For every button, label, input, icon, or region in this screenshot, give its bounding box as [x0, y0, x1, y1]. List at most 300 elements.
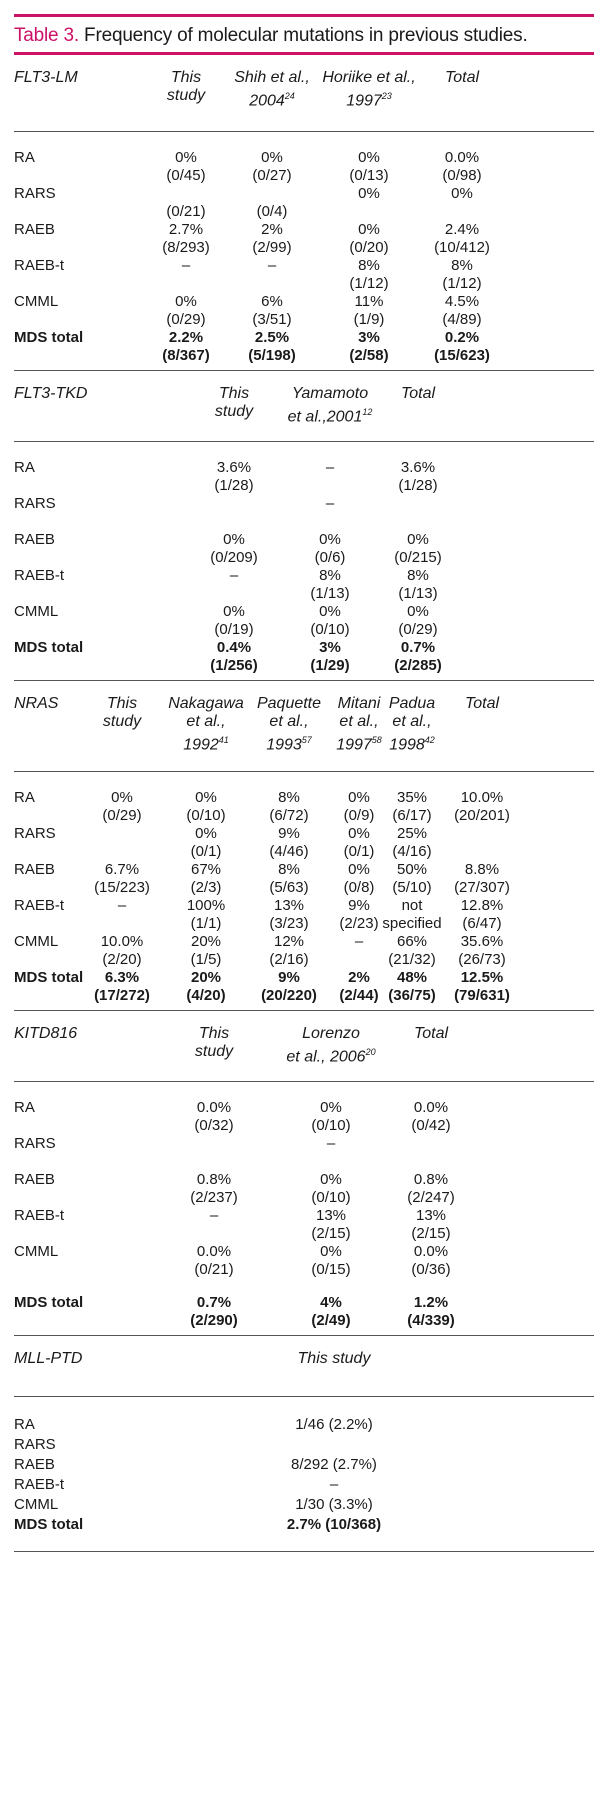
cell-count: (6/47)	[462, 915, 502, 932]
cell-count: (4/89)	[442, 311, 482, 328]
mllptd-row	[14, 1435, 594, 1455]
cell-count: (79/631)	[454, 987, 510, 1004]
cell-percent: 10.0%	[460, 789, 504, 806]
cell-count: (4/16)	[392, 843, 432, 860]
cell-percent: –	[267, 257, 277, 274]
flt3tkd-col-header	[363, 385, 473, 403]
kitd816-body	[14, 1082, 594, 1335]
col-header-line1: This	[170, 69, 202, 86]
cell-percent: 0.0%	[444, 149, 480, 166]
section-nras	[14, 681, 594, 1011]
nras-gene-name: NRAS	[14, 695, 59, 712]
cell-count: (2/285)	[394, 657, 442, 674]
flt3lm-row	[14, 288, 594, 328]
col-header-line2	[82, 713, 162, 731]
nras-body	[14, 772, 594, 1010]
table-cell	[442, 825, 522, 843]
col-header-line1: Mitani	[337, 695, 381, 712]
col-header-line2	[276, 1043, 386, 1066]
cell-percent: 11%	[354, 293, 384, 310]
cell-percent: 0%	[358, 149, 380, 166]
citation-ref: 23	[381, 91, 392, 101]
table-cell	[442, 969, 522, 1005]
cell-percent: 0%	[175, 149, 197, 166]
cell-percent: not	[401, 897, 423, 914]
cell-count: (0/32)	[194, 1117, 234, 1134]
cell-percent: 0%	[451, 185, 473, 202]
cell-percent: 1.2%	[413, 1294, 449, 1311]
cell-percent: 0%	[319, 603, 341, 620]
cell-count: (2/20)	[102, 951, 142, 968]
cell-percent: 0%	[320, 1243, 342, 1260]
table-cell	[82, 969, 162, 1005]
col-header-year: 2004	[249, 92, 285, 110]
table-cell	[319, 185, 419, 203]
table-cell	[412, 185, 512, 203]
table-cell	[276, 1135, 386, 1153]
cell-count: (2/3)	[190, 879, 222, 896]
cell-percent: 6.3%	[104, 969, 140, 986]
table-cell	[372, 969, 452, 1005]
col-header-line2	[159, 1043, 269, 1061]
cell-count: (1/256)	[210, 657, 258, 674]
cell-count: (26/73)	[458, 951, 506, 968]
cell-count: (0/8)	[343, 879, 375, 896]
cell-percent: 0.0%	[196, 1099, 232, 1116]
row-label: RAEB-t	[14, 897, 65, 914]
cell-percent: 3.6%	[400, 459, 436, 476]
col-header-line2	[249, 713, 329, 731]
cell-count: (0/15)	[311, 1261, 351, 1278]
col-header-line2	[179, 403, 289, 421]
cell-count: (0/20)	[349, 239, 389, 256]
table-cell	[222, 257, 322, 275]
table-cell	[319, 329, 419, 365]
col-header-year: et al.,	[339, 713, 379, 730]
cell-percent: 2%	[261, 221, 283, 238]
cell-count: (0/215)	[394, 549, 442, 566]
cell-count: (0/1)	[343, 843, 375, 860]
flt3lm-col-header	[222, 69, 322, 110]
cell-percent: 12.5%	[460, 969, 504, 986]
table-cell	[82, 897, 162, 915]
cell-percent: 4%	[320, 1294, 342, 1311]
col-header-line2	[166, 713, 246, 731]
col-header-line1: Nakagawa	[168, 695, 244, 712]
cell-count: (5/198)	[248, 347, 296, 364]
citation-ref: 58	[371, 735, 382, 745]
mllptd-header-row	[14, 1336, 594, 1396]
col-header-line1: Paquette	[256, 695, 322, 712]
cell-percent: 0%	[348, 789, 370, 806]
cell-count: (1/28)	[214, 477, 254, 494]
cell-percent: 2.5%	[254, 329, 290, 346]
citation-ref: 12	[362, 407, 373, 417]
row-label: RA	[14, 1416, 35, 1433]
cell-count: (0/4)	[256, 203, 288, 220]
cell-percent: –	[325, 459, 335, 476]
col-header-line1: Total	[400, 385, 436, 402]
table-cell	[136, 329, 236, 365]
col-header-line1: This	[106, 695, 138, 712]
nras-col-header	[166, 695, 246, 754]
cell-percent: 0%	[223, 603, 245, 620]
cell-percent: 8%	[451, 257, 473, 274]
cell-percent: 20%	[190, 969, 222, 986]
cell-count: (0/13)	[349, 167, 389, 184]
cell-percent: 8%	[278, 789, 300, 806]
col-header-line1: Total	[413, 1025, 449, 1042]
flt3tkd-header-row	[14, 371, 594, 441]
cell-percent: 0%	[407, 603, 429, 620]
cell-percent	[159, 1135, 269, 1153]
flt3lm-col-header	[136, 69, 236, 105]
col-header-line1: Shih et al.,	[234, 69, 310, 86]
table-cell	[136, 257, 236, 275]
col-header-line1: Lorenzo	[302, 1025, 360, 1042]
row-label: CMML	[14, 603, 59, 620]
cell-percent: 0%	[223, 531, 245, 548]
cell-percent: 2.2%	[168, 329, 204, 346]
cell-percent: 25%	[396, 825, 428, 842]
col-header-year: 1993	[266, 736, 302, 754]
table-cell	[159, 1243, 269, 1279]
cell-count: (1/29)	[310, 657, 350, 674]
kitd816-row	[14, 1289, 594, 1329]
cell-count: (0/10)	[311, 1117, 351, 1134]
kitd816-row	[14, 1094, 594, 1134]
cell-count: (2/15)	[311, 1225, 351, 1242]
table-title	[14, 17, 594, 52]
cell-count: (8/367)	[162, 347, 210, 364]
mllptd-col-header: This study	[297, 1350, 371, 1367]
row-label: RARS	[14, 1436, 56, 1453]
col-header-line1: Total	[444, 69, 480, 86]
cell-percent: 0.8%	[413, 1171, 449, 1188]
flt3tkd-row	[14, 562, 594, 602]
flt3lm-col-header	[319, 69, 419, 110]
cell-percent: 100%	[186, 897, 226, 914]
section-flt3lm	[14, 55, 594, 371]
cell-count: (4/339)	[407, 1312, 455, 1329]
cell-percent: 2.4%	[444, 221, 480, 238]
row-label: MDS total	[14, 969, 84, 986]
col-header-year: et al.,2001	[287, 408, 363, 426]
cell-percent: 8%	[358, 257, 380, 274]
col-header-line1: Padua	[388, 695, 436, 712]
cell-percent	[179, 495, 289, 513]
cell-percent: 0.4%	[216, 639, 252, 656]
row-label: RAEB	[14, 1171, 55, 1188]
cell-count: (2/247)	[407, 1189, 455, 1206]
col-header-line2	[222, 87, 322, 110]
table-cell: –	[329, 1476, 339, 1493]
flt3lm-row	[14, 144, 594, 184]
cell-percent: 3.6%	[216, 459, 252, 476]
row-label: RAEB-t	[14, 257, 65, 274]
cell-percent	[136, 185, 236, 203]
cell-percent: 67%	[190, 861, 222, 878]
cell-percent: 48%	[396, 969, 428, 986]
cell-count: (2/49)	[311, 1312, 351, 1329]
table-cell	[376, 1294, 486, 1330]
cell-count: (0/21)	[194, 1261, 234, 1278]
row-label: CMML	[14, 933, 59, 950]
cell-count: (10/412)	[434, 239, 490, 256]
cell-count: (0/29)	[398, 621, 438, 638]
nras-row	[14, 892, 594, 932]
row-label: RAEB	[14, 1456, 55, 1473]
cell-percent	[222, 185, 322, 203]
cell-percent: 0.7%	[196, 1294, 232, 1311]
cell-count: (2/16)	[269, 951, 309, 968]
cell-count: (2/237)	[190, 1189, 238, 1206]
citation-ref: 20	[365, 1047, 376, 1057]
row-label: MDS total	[14, 639, 84, 656]
row-label: RAEB-t	[14, 567, 65, 584]
table-page	[14, 14, 594, 1552]
citation-ref: 24	[284, 91, 295, 101]
cell-percent: 0.8%	[196, 1171, 232, 1188]
cell-percent: 0%	[358, 185, 380, 202]
cell-count: (0/6)	[314, 549, 346, 566]
cell-percent: 0.0%	[413, 1099, 449, 1116]
cell-count: (1/12)	[349, 275, 389, 292]
col-header-line2	[275, 403, 385, 426]
flt3tkd-col-header	[179, 385, 289, 421]
cell-count: (20/220)	[261, 987, 317, 1004]
table-cell	[179, 495, 289, 513]
cell-count: (20/201)	[454, 807, 510, 824]
flt3lm-header-row	[14, 55, 594, 131]
table-cell	[363, 495, 473, 513]
nras-col-header	[249, 695, 329, 754]
cell-percent: 20%	[190, 933, 222, 950]
cell-count: (1/28)	[398, 477, 438, 494]
cell-percent: 0.2%	[444, 329, 480, 346]
cell-count: (1/1)	[190, 915, 222, 932]
table-caption: Frequency of molecular mutations in previous studies.	[84, 25, 528, 46]
row-label: RAEB	[14, 221, 55, 238]
cell-count: (1/9)	[353, 311, 385, 328]
row-label: RARS	[14, 185, 56, 202]
section-kitd816	[14, 1011, 594, 1336]
cell-count: (5/10)	[392, 879, 432, 896]
cell-count: (2/99)	[252, 239, 292, 256]
cell-count: (2/290)	[190, 1312, 238, 1329]
col-header-year: et al.,	[269, 713, 309, 730]
row-label: RARS	[14, 1135, 56, 1152]
row-label: RA	[14, 149, 35, 166]
row-label: RARS	[14, 495, 56, 512]
cell-percent: 35.6%	[460, 933, 504, 950]
table-cell	[82, 825, 162, 843]
cell-percent: –	[354, 933, 364, 950]
row-label: CMML	[14, 1243, 59, 1260]
kitd816-gene-name: KITD816	[14, 1025, 78, 1042]
mllptd-row	[14, 1455, 594, 1475]
col-header-line2	[319, 87, 419, 110]
col-header-line1: This	[218, 385, 250, 402]
cell-percent: 0%	[195, 789, 217, 806]
cell-count: (0/36)	[411, 1261, 451, 1278]
cell-percent: 8.8%	[464, 861, 500, 878]
table-cell	[166, 969, 246, 1005]
table-cell: 1/30 (3.3%)	[295, 1496, 373, 1513]
cell-percent: 2.7%	[168, 221, 204, 238]
kitd816-row	[14, 1166, 594, 1206]
cell-percent: –	[326, 1135, 336, 1152]
cell-percent: 10.0%	[100, 933, 144, 950]
cell-percent: 13%	[315, 1207, 347, 1224]
cell-percent: –	[181, 257, 191, 274]
mllptd-row	[14, 1475, 594, 1495]
cell-count: (5/63)	[269, 879, 309, 896]
cell-percent: 6%	[261, 293, 283, 310]
cell-count: (2/23)	[339, 915, 379, 932]
flt3lm-row	[14, 252, 594, 292]
kitd816-col-header	[159, 1025, 269, 1061]
cell-percent	[442, 825, 522, 843]
cell-count: (0/9)	[343, 807, 375, 824]
cell-percent: 0.0%	[196, 1243, 232, 1260]
col-header-year: 1992	[183, 736, 219, 754]
cell-count: (0/209)	[210, 549, 258, 566]
cell-count: (17/272)	[94, 987, 150, 1004]
cell-percent: 0%	[348, 825, 370, 842]
cell-percent: 9%	[348, 897, 370, 914]
mllptd-body	[14, 1397, 594, 1551]
col-header-year: study	[194, 1043, 234, 1060]
col-header-year: study	[214, 403, 254, 420]
cell-count: (0/29)	[102, 807, 142, 824]
cell-percent: 0.0%	[413, 1243, 449, 1260]
col-header-line1: Yamamoto	[291, 385, 369, 402]
flt3tkd-body	[14, 442, 594, 680]
table-cell	[376, 1243, 486, 1279]
cell-percent: 0%	[358, 221, 380, 238]
col-header-year: study	[102, 713, 142, 730]
cell-percent: 0%	[111, 789, 133, 806]
flt3tkd-row	[14, 598, 594, 638]
cell-percent: 0.7%	[400, 639, 436, 656]
col-header-year: et al.,	[186, 713, 226, 730]
table-cell	[222, 329, 322, 365]
table-cell	[159, 1207, 269, 1225]
cell-percent: 50%	[396, 861, 428, 878]
row-label: MDS total	[14, 1294, 84, 1311]
flt3lm-gene-name: FLT3-LM	[14, 69, 78, 86]
cell-count: (0/10)	[311, 1189, 351, 1206]
nras-row	[14, 820, 594, 860]
mllptd-row	[14, 1495, 594, 1515]
cell-percent: 4.5%	[444, 293, 480, 310]
col-header-year: et al.,	[392, 713, 432, 730]
flt3tkd-gene-name: FLT3-TKD	[14, 385, 88, 402]
cell-percent: 12%	[273, 933, 305, 950]
table-number: Table 3.	[14, 25, 79, 46]
table-cell	[159, 1135, 269, 1153]
cell-count: (0/19)	[214, 621, 254, 638]
cell-count: (21/32)	[388, 951, 436, 968]
cell-count: (0/27)	[252, 167, 292, 184]
cell-percent: 0%	[195, 825, 217, 842]
cell-percent: 8%	[278, 861, 300, 878]
cell-count: (2/44)	[339, 987, 379, 1004]
cell-percent	[82, 825, 162, 843]
cell-count: (2/58)	[349, 347, 389, 364]
row-label: RAEB	[14, 531, 55, 548]
table-cell	[363, 639, 473, 675]
col-header-year: 1997	[336, 736, 372, 754]
table-cell: 8/292 (2.7%)	[291, 1456, 377, 1473]
table-cell	[276, 1294, 386, 1330]
nras-row	[14, 964, 594, 1004]
col-header-line3	[372, 731, 452, 754]
col-header-line2	[372, 713, 452, 731]
table-cell	[159, 1294, 269, 1330]
cell-percent: 13%	[273, 897, 305, 914]
nras-row	[14, 856, 594, 896]
col-header-line1: Total	[464, 695, 500, 712]
nras-col-header	[82, 695, 162, 731]
row-label: MDS total	[14, 1516, 84, 1533]
table-cell	[179, 639, 289, 675]
row-label: RAEB-t	[14, 1207, 65, 1224]
cell-percent: 0%	[261, 149, 283, 166]
table-cell	[376, 1135, 486, 1153]
cell-percent: –	[325, 495, 335, 512]
flt3lm-body	[14, 132, 594, 370]
flt3tkd-row	[14, 526, 594, 566]
nras-header-row	[14, 681, 594, 771]
cell-percent: 12.8%	[460, 897, 504, 914]
citation-ref: 57	[301, 735, 312, 745]
flt3lm-row	[14, 324, 594, 364]
cell-percent: 2%	[348, 969, 370, 986]
row-label: CMML	[14, 1496, 59, 1513]
cell-count: (27/307)	[454, 879, 510, 896]
kitd816-row	[14, 1130, 594, 1166]
flt3lm-col-header	[412, 69, 512, 87]
citation-ref: 41	[218, 735, 229, 745]
table-cell	[249, 969, 329, 1005]
table-cell	[412, 329, 512, 365]
flt3tkd-row	[14, 454, 594, 494]
cell-count: (3/23)	[269, 915, 309, 932]
cell-percent: 0%	[319, 531, 341, 548]
cell-percent	[363, 495, 473, 513]
cell-percent: 3%	[358, 329, 380, 346]
mllptd-row	[14, 1415, 594, 1435]
flt3lm-row	[14, 180, 594, 220]
section-mllptd	[14, 1336, 594, 1552]
cell-count: (0/1)	[190, 843, 222, 860]
cell-count: (1/13)	[398, 585, 438, 602]
row-label: CMML	[14, 293, 59, 310]
cell-percent	[376, 1135, 486, 1153]
cell-percent: 9%	[278, 825, 300, 842]
cell-count: (1/5)	[190, 951, 222, 968]
table-cell: 2.7% (10/368)	[286, 1516, 382, 1533]
col-header-year: 1997	[346, 92, 382, 110]
col-header-year: 1998	[389, 736, 425, 754]
col-header-line2	[136, 87, 236, 105]
kitd816-row	[14, 1238, 594, 1289]
cell-count: (0/45)	[166, 167, 206, 184]
cell-percent: 0%	[320, 1099, 342, 1116]
cell-percent: –	[229, 567, 239, 584]
